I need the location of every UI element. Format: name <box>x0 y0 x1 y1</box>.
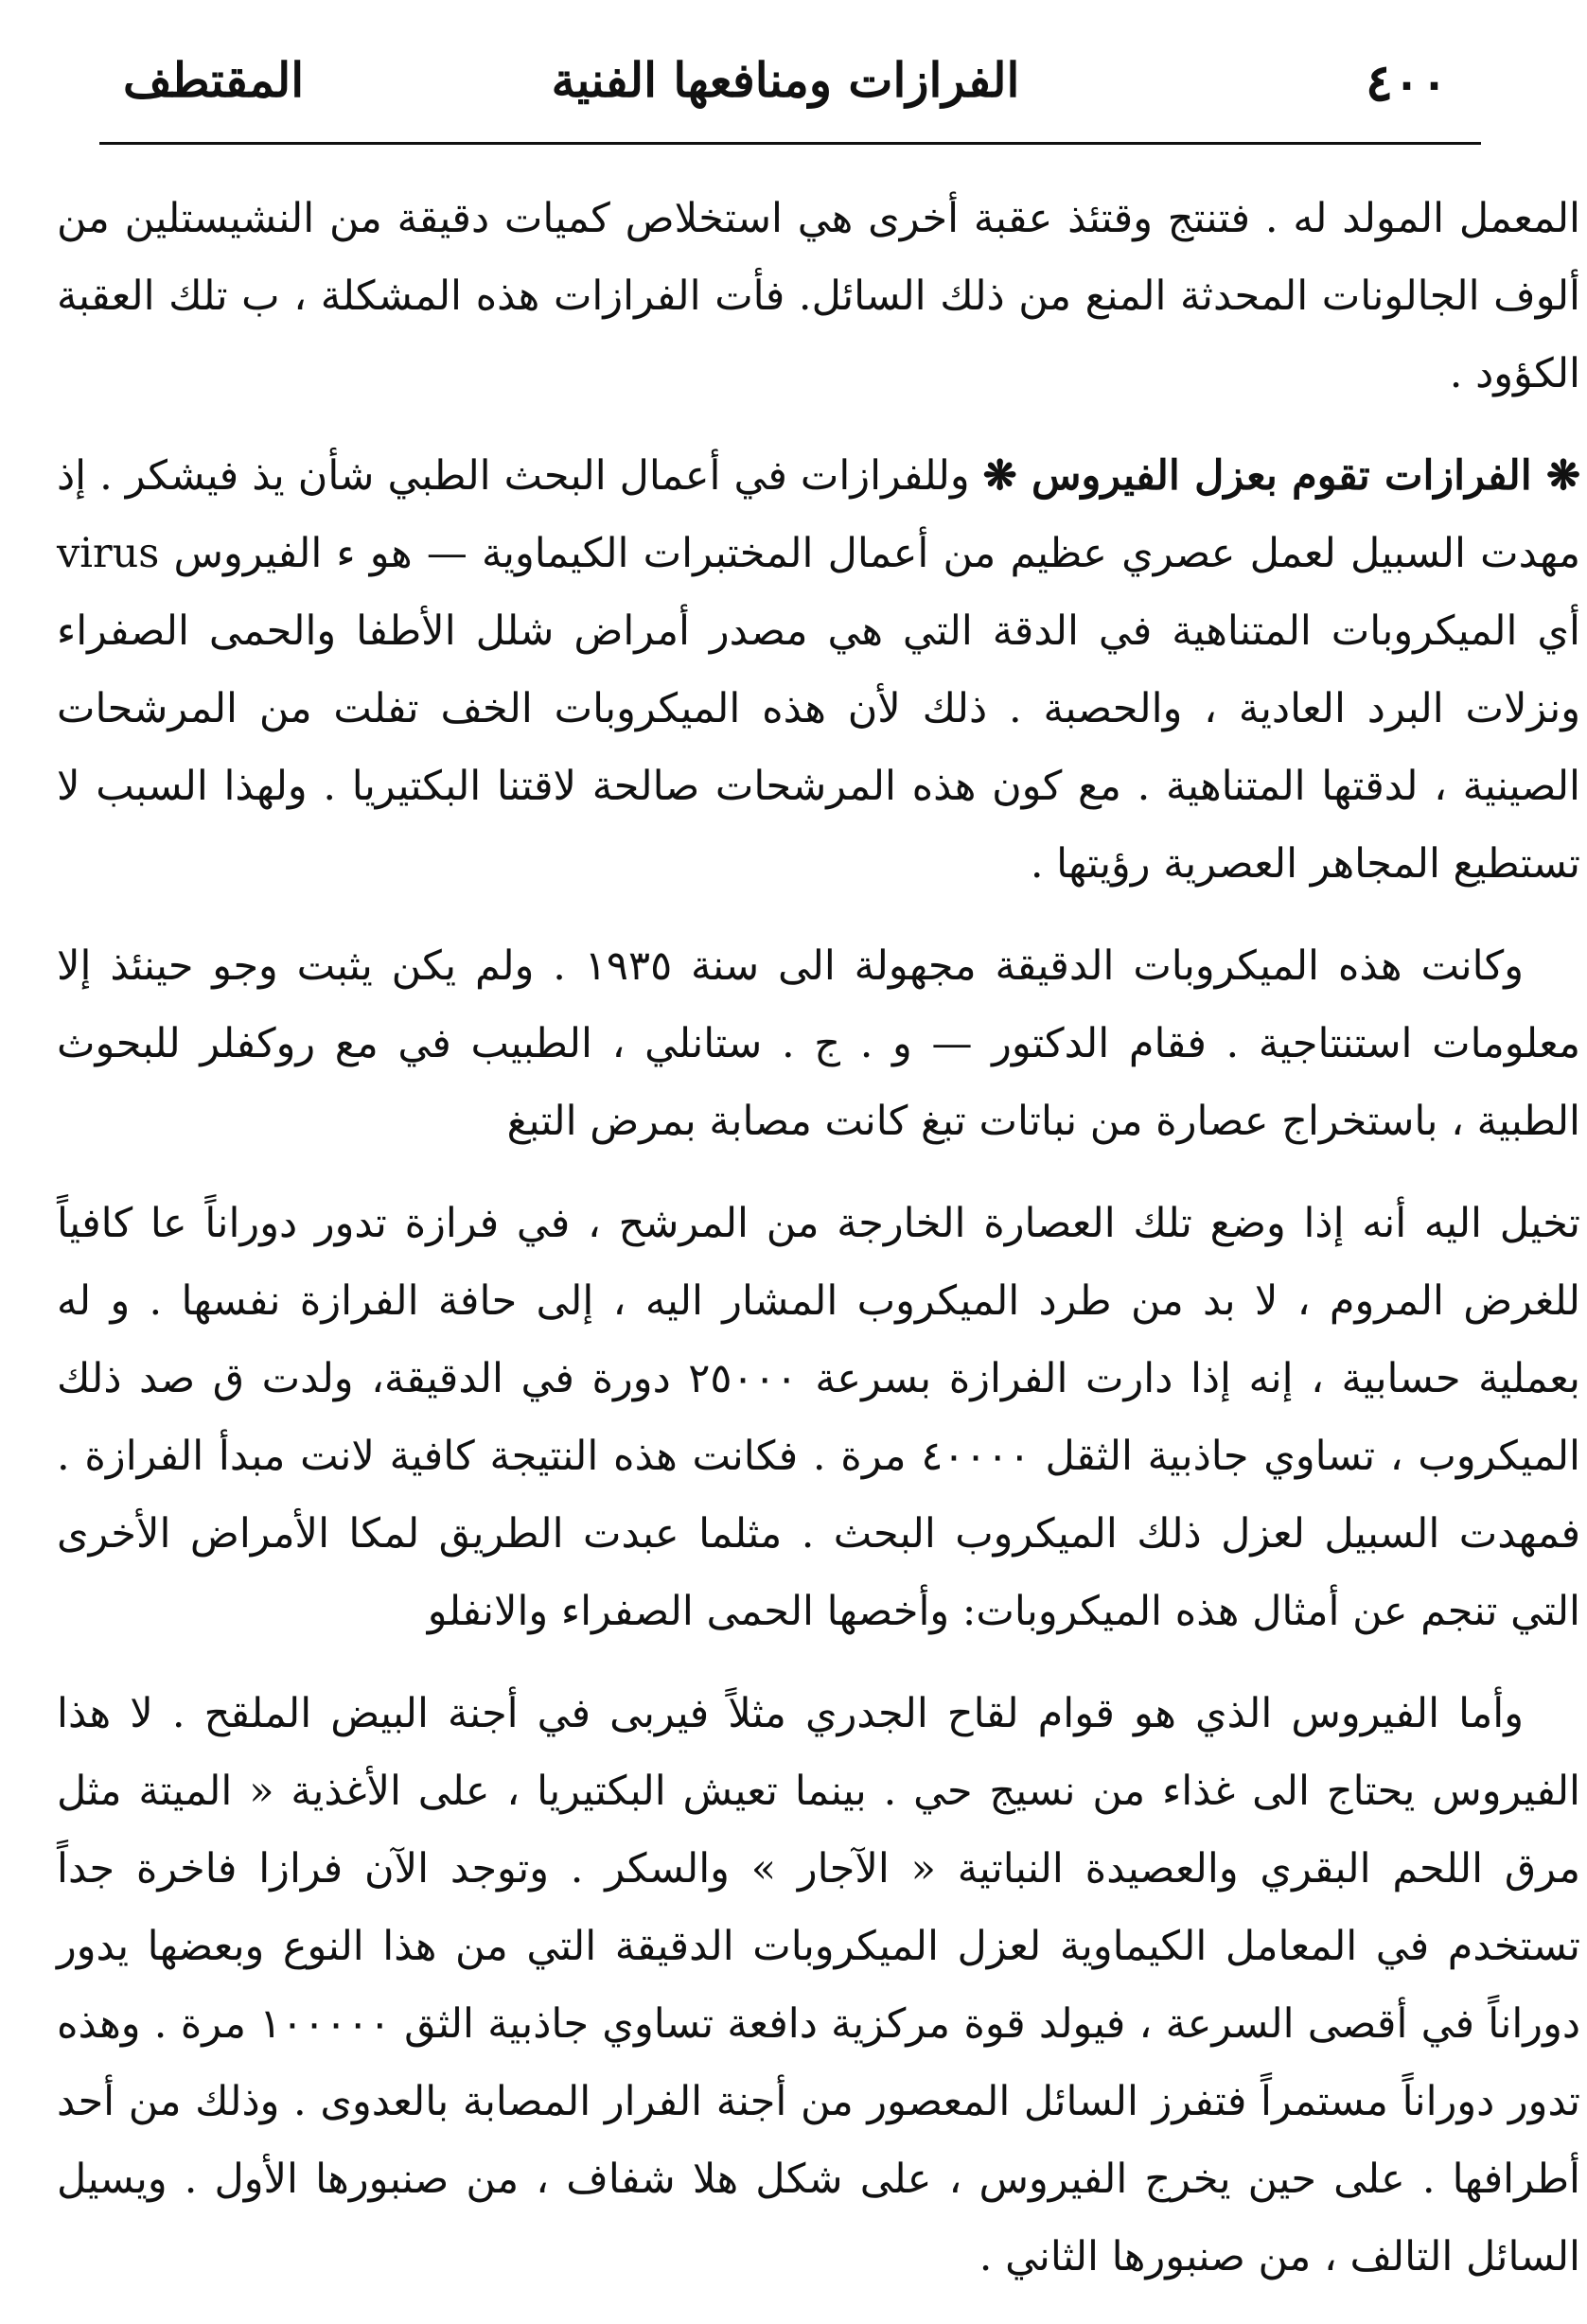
section-heading: ❋ الفرازات تقوم بعزل الفيروس ❋ <box>982 452 1581 500</box>
paragraph-text: وكانت هذه الميكروبات الدقيقة مجهولة الى سنة ١٩٣٥ . ولم يكن يثبت وجو حينئذ إلا معلومات استنتاجية . فقام الدكتور — و . ج . ستانلي ، الطبيب في مع روكفلر للبحوث الطبية ، باستخراج عصارة من نباتات تبغ كانت مصابة بمرض التبغ <box>57 942 1580 1145</box>
paragraph-text: وللفرازات في أعمال البحث الطبي شأن يذ فيشكر . إذ مهدت السبيل لعمل عصري عظيم من أعمال المختبرات الكيماوية — هو ء الفيروس virus أي الميكروبات المتناهية في الدقة التي هي مصدر أمراض شلل الأطفا والحمى الصفراء ونزلات البرد العادية ، والحصبة . ذلك لأن هذه الميكروبات الخف تفلت من المرشحات الصينية ، لدقتها المتناهية . مع كون هذه المرشحات صالحة لاقتنا البكتيريا . ولهذا السبب لا تستطيع المجاهر العصرية رؤيتها . <box>57 452 1580 888</box>
paragraph <box>57 1185 1580 1650</box>
paragraph <box>57 437 1580 903</box>
page-number: ٤٠٠ <box>1365 52 1448 113</box>
running-title: الفرازات ومنافعها الفنية <box>551 52 1020 108</box>
paragraph <box>57 1675 1580 2296</box>
paragraph-text: وأما الفيروس الذي هو قوام لقاح الجدري مثلاً فيربى في أجنة البيض الملقح . لا هذا الفيروس يحتاج الى غذاء من نسيج حي . بينما تعيش البكتيريا ، على الأغذية « الميتة مثل مرق اللحم البقري والعصيدة النباتية « الآجار » والسكر . وتوجد الآن فرازا فاخرة جداً تستخدم في المعامل الكيماوية لعزل الميكروبات الدقيقة التي من هذا النوع وبعضها يدور دوراناً في أقصى السرعة ، فيولد قوة مركزية دافعة تساوي جاذبية الثق ١٠٠٠٠٠ مرة . وهذه تدور دوراناً مستمراً فتفرز السائل المعصور من أجنة الفرار المصابة بالعدوى . وذلك من أحد أطرافها . على حين يخرج الفيروس ، على شكل هلا شفاف ، من صنبورها الأول . ويسيل السائل التالف ، من صنبورها الثاني . <box>57 1690 1580 2280</box>
paragraph <box>57 927 1580 1160</box>
article-body <box>57 180 1580 2320</box>
paragraph-text: المعمل المولد له . فتنتج وقتئذ عقبة أخرى هي استخلاص كميات دقيقة من النشيستلين من ألوف الجالونات المحدثة المنع من ذلك السائل. فأت الفرازات هذه المشكلة ، ب تلك العقبة الكؤود . <box>57 195 1580 397</box>
paragraph <box>57 180 1580 413</box>
header-divider <box>99 142 1481 145</box>
page-header <box>95 52 1476 137</box>
paragraph-text: تخيل اليه أنه إذا وضع تلك العصارة الخارجة من المرشح ، في فرازة تدور دوراناً عا كافياً للغرض المروم ، لا بد من طرد الميكروب المشار اليه ، إلى حافة الفرازة نفسها . و له بعملية حسابية ، إنه إذا دارت الفرازة بسرعة ٢٥٠٠٠ دورة في الدقيقة، ولدت ق صد ذلك الميكروب ، تساوي جاذبية الثقل ٤٠٠٠٠ مرة . فكانت هذه النتيجة كافية لانت مبدأ الفرازة . فمهدت السبيل لعزل ذلك الميكروب البحث . مثلما عبدت الطريق لمكا الأمراض الأخرى التي تنجم عن أمثال هذه الميكروبات: وأخصها الحمى الصفراء والانفلو <box>57 1200 1580 1635</box>
journal-name: المقتطف <box>123 52 305 108</box>
